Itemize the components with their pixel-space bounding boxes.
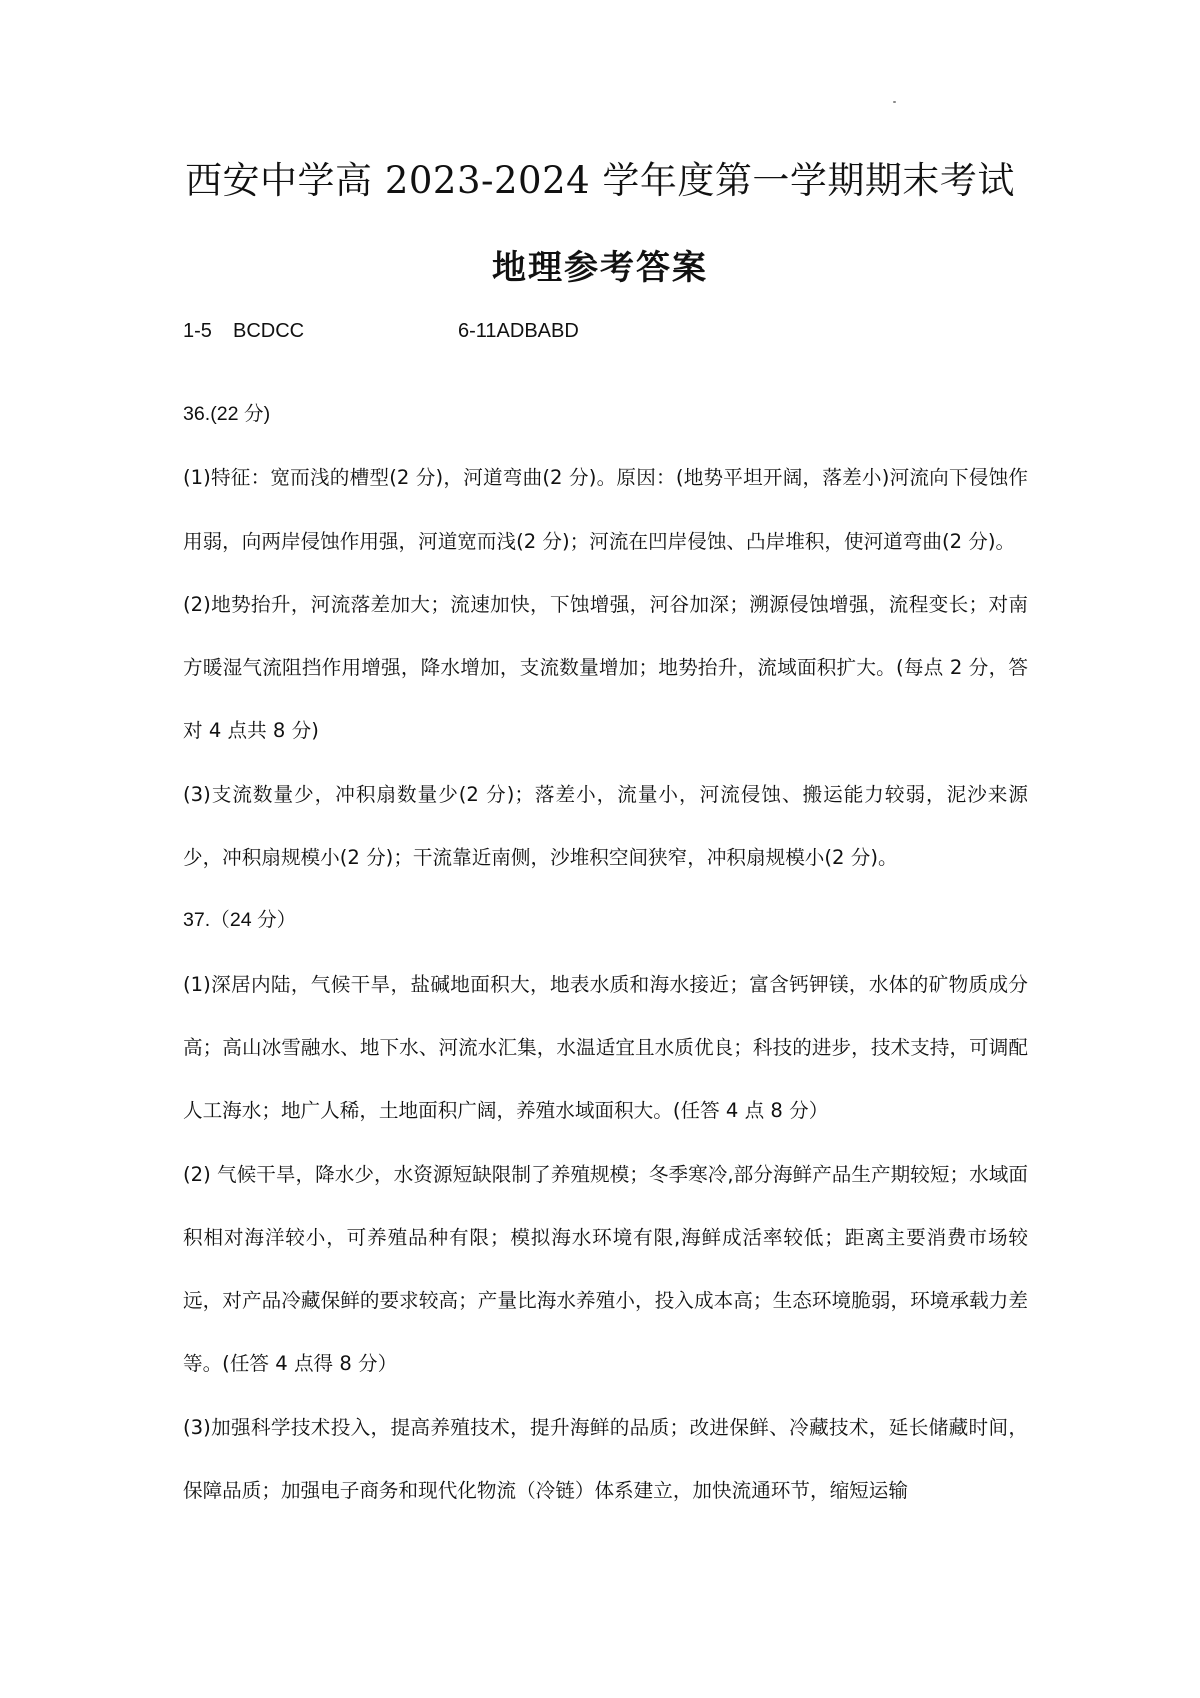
section-36-part-1: (1)特征：宽而浅的槽型(2 分)，河道弯曲(2 分)。原因：(地势平坦开阔，落差小)河流向下侵蚀作用弱，向两岸侵蚀作用强，河道宽而浅(2 分)；河流在凹岸侵蚀、凸岸堆积，使河道弯曲(2 分)。 [183, 466, 1028, 553]
document-title: 西安中学高 2023-2024 学年度第一学期期末考试 [185, 159, 1015, 202]
section-36-part-2: (2)地势抬升，河流落差加大；流速加快，下蚀增强，河谷加深；溯源侵蚀增强，流程变长；对南方暖湿气流阻挡作用增强，降水增加，支流数量增加；地势抬升，流域面积扩大。(每点 2 分，答对 4 点共 8 分) [183, 592, 1028, 743]
section-36-part-3: (3)支流数量少，冲积扇数量少(2 分)；落差小，流量小，河流侵蚀、搬运能力较弱，泥沙来源少，冲积扇规模小(2 分)；干流靠近南侧，沙堆积空间狭窄，冲积扇规模小(2 分)。 [183, 782, 1028, 870]
section-37-heading: 37.（24 分） [183, 909, 297, 932]
section-37-part-1: (1)深居内陆，气候干旱，盐碱地面积大，地表水质和海水接近；富含钙钾镁，水体的矿物质成分高；高山冰雪融水、地下水、河流水汇集，水温适宜且水质优良；科技的进步，技术支持，可调配人工海水；地广人稀，土地面积广阔，养殖水域面积大。(任答 4 点 8 分） [183, 972, 1028, 1123]
mc-range-1: 1-5 [183, 320, 212, 342]
section-36-heading: 36.(22 分) [183, 403, 271, 425]
section-37-part-3: (3)加强科学技术投入，提高养殖技术，提升海鲜的品质；改进保鲜、冷藏技术，延长储藏时间，保障品质；加强电子商务和现代化物流（冷链）体系建立，加快流通环节，缩短运输 [183, 1415, 1028, 1503]
multiple-choice-answers [183, 320, 883, 352]
answer-body [183, 383, 1028, 1522]
mc-range-2-answers: 6-11ADBABD [458, 320, 579, 342]
mc-answers-1: BCDCC [233, 320, 305, 342]
section-37-part-2: (2) 气候干旱，降水少，水资源短缺限制了养殖规模；冬季寒冷,部分海鲜产品生产期较短；水域面积相对海洋较小，可养殖品种有限；模拟海水环境有限,海鲜成活率较低；距离主要消费市场较远，对产品冷藏保鲜的要求较高；产量比海水养殖小，投入成本高；生态环境脆弱，环境承载力差等。(任答 4 点得 8 分） [183, 1162, 1028, 1376]
document-subtitle: 地理参考答案 [492, 248, 708, 288]
scan-speck [893, 101, 896, 103]
